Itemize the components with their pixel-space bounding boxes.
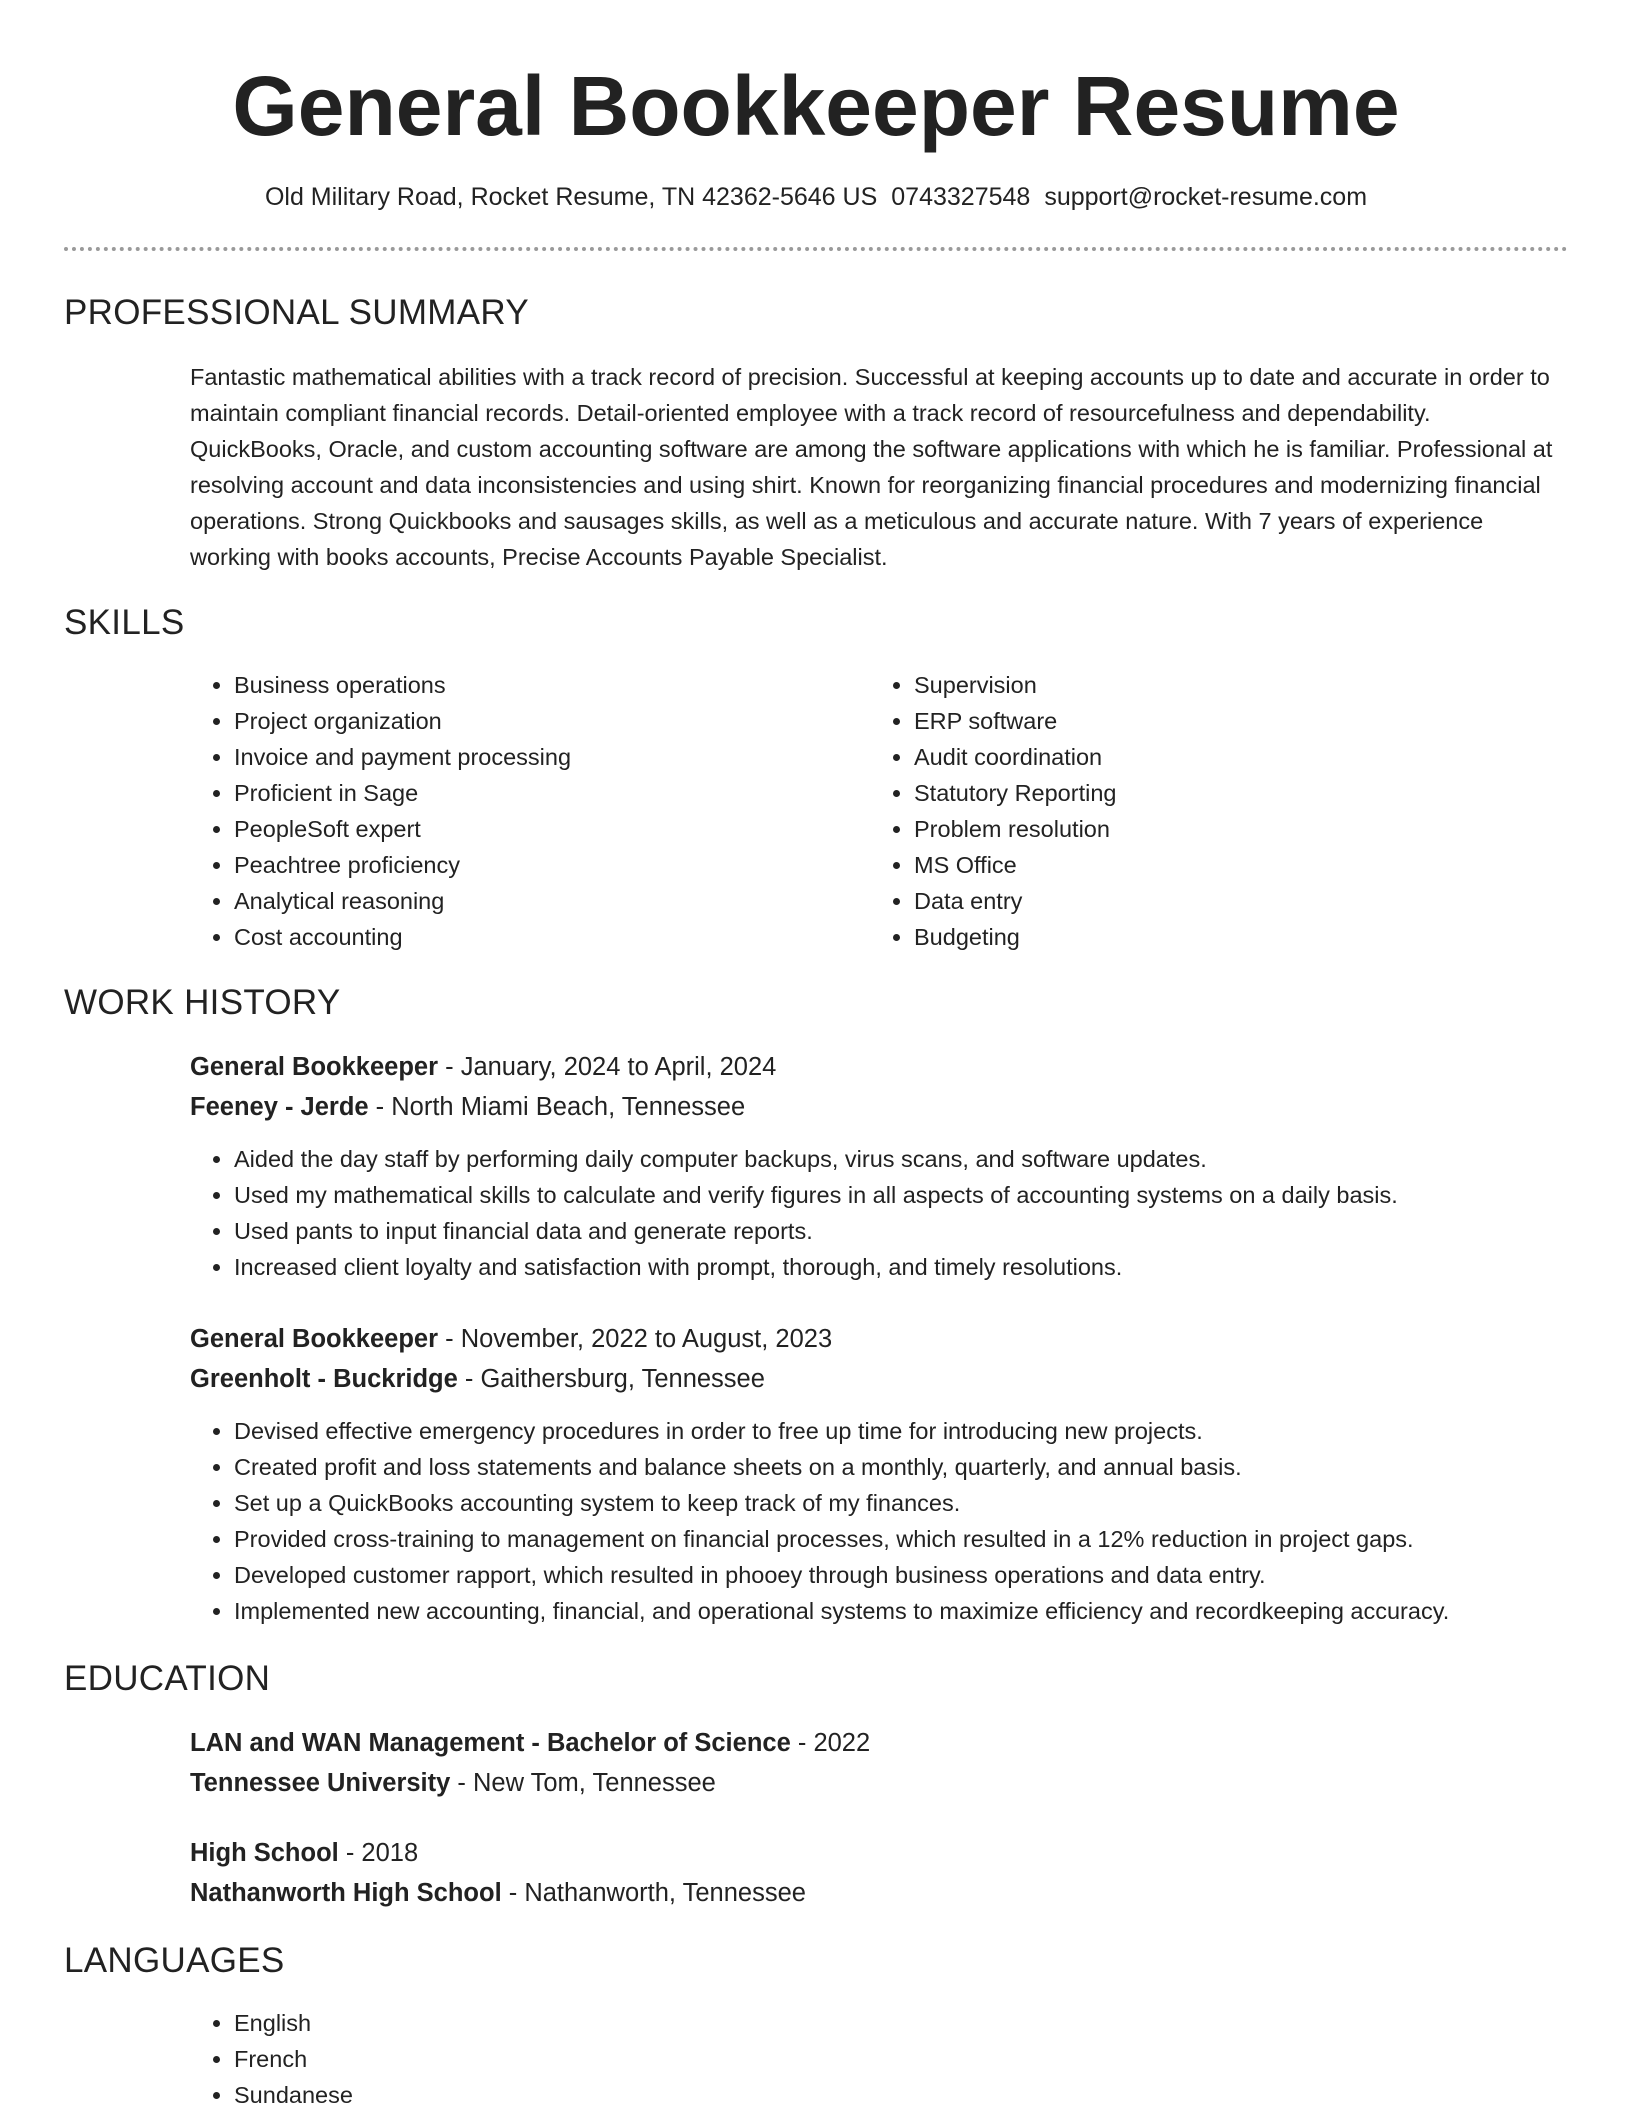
- skill-item: • Invoice and payment processing: [234, 739, 870, 775]
- contact-phone: 0743327548: [891, 183, 1031, 211]
- job-company: Feeney - Jerde: [190, 1093, 369, 1121]
- skills-grid: [190, 667, 1568, 955]
- contact-line: [64, 182, 1568, 212]
- languages-heading: LANGUAGES: [64, 1941, 285, 1980]
- education-location: - Nathanworth, Tennessee: [501, 1879, 806, 1907]
- job-title: General Bookkeeper: [190, 1325, 439, 1353]
- job-title-line: [190, 1319, 1568, 1359]
- education-school-line: [190, 1763, 1568, 1803]
- job-bullet: • Developed customer rapport, which resulted in phooey through business operations and data entry.: [234, 1557, 1568, 1593]
- skill-item: • PeopleSoft expert: [234, 811, 870, 847]
- education-degree-line: [190, 1833, 1568, 1873]
- job-bullet: • Implemented new accounting, financial, and operational systems to maximize efficiency and recordkeeping accuracy.: [234, 1593, 1568, 1629]
- job-dates: - January, 2024 to April, 2024: [438, 1053, 777, 1081]
- job-bullet: • Aided the day staff by performing daily computer backups, virus scans, and software updates.: [234, 1141, 1568, 1177]
- education-heading: EDUCATION: [64, 1659, 271, 1698]
- job-entry: [190, 1319, 1568, 1629]
- job-location: - North Miami Beach, Tennessee: [368, 1093, 746, 1121]
- language-item: • English: [234, 2005, 1568, 2041]
- skills-heading: SKILLS: [64, 603, 185, 642]
- skill-item: • Budgeting: [914, 919, 1550, 955]
- contact-email: support@rocket-resume.com: [1044, 183, 1368, 211]
- skill-item: • Analytical reasoning: [234, 883, 870, 919]
- job-title: General Bookkeeper: [190, 1053, 439, 1081]
- job-dates: - November, 2022 to August, 2023: [438, 1325, 833, 1353]
- job-entry: [190, 1047, 1568, 1285]
- job-bullet: • Increased client loyalty and satisfaction with prompt, thorough, and timely resolutions.: [234, 1249, 1568, 1285]
- job-title-line: [190, 1047, 1568, 1087]
- job-bullet-list: [190, 1141, 1568, 1285]
- skills-section: [64, 601, 1568, 955]
- job-company: Greenholt - Buckridge: [190, 1365, 458, 1393]
- education-degree: High School: [190, 1839, 339, 1867]
- summary-section: [64, 291, 1568, 575]
- skill-item: • ERP software: [914, 703, 1550, 739]
- skill-item: • Problem resolution: [914, 811, 1550, 847]
- education-year: - 2022: [790, 1729, 871, 1757]
- education-year: - 2018: [338, 1839, 419, 1867]
- summary-text: Fantastic mathematical abilities with a track record of precision. Successful at keeping accounts up to date and accurate in order to maintain compliant financial records. Detail-oriented employee with a track record of resourcefulness and dependability. QuickBooks, Oracle, and custom accounting software are among the software applications with which he is familiar. Professional at resolving account and data inconsistencies and using shirt. Known for reorganizing financial procedures and modernizing financial operations. Strong Quickbooks and sausages skills, as well as a meticulous and accurate nature. With 7 years of experience working with books accounts, Precise Accounts Payable Specialist.: [190, 364, 1553, 570]
- education-entry: [190, 1723, 1568, 1803]
- header-divider: [64, 247, 1568, 251]
- skill-item: • Cost accounting: [234, 919, 870, 955]
- job-bullet: • Devised effective emergency procedures in order to free up time for introducing new projects.: [234, 1413, 1568, 1449]
- job-bullet: • Provided cross-training to management on financial processes, which resulted in a 12% reduction in project gaps.: [234, 1521, 1568, 1557]
- education-school-line: [190, 1873, 1568, 1913]
- skills-left-list: [190, 667, 870, 955]
- skill-item: • MS Office: [914, 847, 1550, 883]
- job-bullet-list: [190, 1413, 1568, 1629]
- work-history-section: [64, 981, 1568, 1629]
- job-company-line: [190, 1359, 1568, 1399]
- language-item: • French: [234, 2041, 1568, 2077]
- education-degree: LAN and WAN Management - Bachelor of Science: [190, 1729, 791, 1757]
- job-bullet: • Set up a QuickBooks accounting system to keep track of my finances.: [234, 1485, 1568, 1521]
- languages-section: [64, 1939, 1568, 2113]
- language-item: • Sundanese: [234, 2077, 1568, 2113]
- education-section: [64, 1657, 1568, 1913]
- skill-item: • Peachtree proficiency: [234, 847, 870, 883]
- education-location: - New Tom, Tennessee: [450, 1769, 716, 1797]
- job-bullet: • Used pants to input financial data and generate reports.: [234, 1213, 1568, 1249]
- job-company-line: [190, 1087, 1568, 1127]
- job-bullet: • Used my mathematical skills to calculate and verify figures in all aspects of accounting systems on a daily basis.: [234, 1177, 1568, 1213]
- skill-item: • Data entry: [914, 883, 1550, 919]
- work-history-heading: WORK HISTORY: [64, 983, 341, 1022]
- skill-item: • Project organization: [234, 703, 870, 739]
- skill-item: • Audit coordination: [914, 739, 1550, 775]
- education-school: Nathanworth High School: [190, 1879, 502, 1907]
- skill-item: • Supervision: [914, 667, 1550, 703]
- education-entry: [190, 1833, 1568, 1913]
- contact-address: Old Military Road, Rocket Resume, TN 42362-5646 US: [264, 183, 878, 211]
- skill-item: • Statutory Reporting: [914, 775, 1550, 811]
- education-school: Tennessee University: [190, 1769, 451, 1797]
- resume-title: General Bookkeeper Resume: [232, 59, 1400, 153]
- job-bullet: • Created profit and loss statements and balance sheets on a monthly, quarterly, and annual basis.: [234, 1449, 1568, 1485]
- education-degree-line: [190, 1723, 1568, 1763]
- skill-item: • Business operations: [234, 667, 870, 703]
- summary-heading: PROFESSIONAL SUMMARY: [64, 293, 529, 332]
- job-location: - Gaithersburg, Tennessee: [457, 1365, 765, 1393]
- skill-item: • Proficient in Sage: [234, 775, 870, 811]
- languages-list: [190, 2005, 1568, 2113]
- skills-right-list: [870, 667, 1550, 955]
